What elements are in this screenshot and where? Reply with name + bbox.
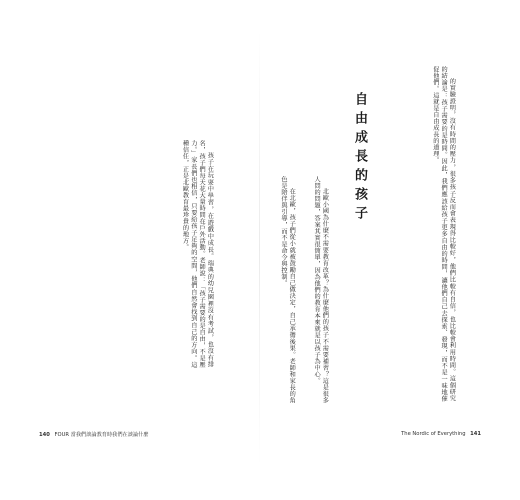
running-head: 當我們談論教育時我們在談論什麼 bbox=[70, 432, 149, 438]
page-number: 140 bbox=[39, 432, 50, 438]
paragraph: 孩子在玩耍中學習，在遊戲中成長。瑞典的幼兒園裡沒有考試，也沒有排名，孩子們每天花大量時間在戶外活動。老師說：「孩子需要的是自由，不是壓力。」家長們也相信，只要給孩子足夠的空間，他們自然會找到自己的方向。這種信任，正是北歐教育最珍貴的地方。 bbox=[181, 140, 214, 368]
left-footer bbox=[36, 431, 148, 438]
section-title: 自由成長的孩子 bbox=[352, 92, 367, 225]
paragraph: 在北歐，孩子們從小就被鼓勵自己做決定，自己承擔後果。老師和家長的角色是陪伴與引導，而不是命令與控制。 bbox=[279, 176, 296, 404]
left-page-text bbox=[42, 140, 230, 368]
page-number: 141 bbox=[470, 431, 481, 437]
paragraph: 的實驗證明，沒有時間的壓力，很多孩子反而會表現得比較好，他們比較有自信，也比較會利用時間。這個研究的結論是：孩子需要的是時間。因此，我們應該給孩子更多自由的時間，讓他們自己去探索、發現，而不是一味地催促他們。這就是自由成長的道理。 bbox=[431, 66, 456, 402]
right-page-lower-text bbox=[258, 176, 345, 404]
chapter-label: FOUR bbox=[54, 432, 69, 438]
running-head: The Nordic of Everything bbox=[401, 431, 466, 437]
right-footer bbox=[401, 431, 484, 437]
paragraph: 北歐小國為什麼不需要教育改革？為什麼他們的孩子不需要補習？這是很多人問的問題，答案其實很簡單，因為他們的教育本來就是以孩子為中心。 bbox=[313, 176, 329, 404]
